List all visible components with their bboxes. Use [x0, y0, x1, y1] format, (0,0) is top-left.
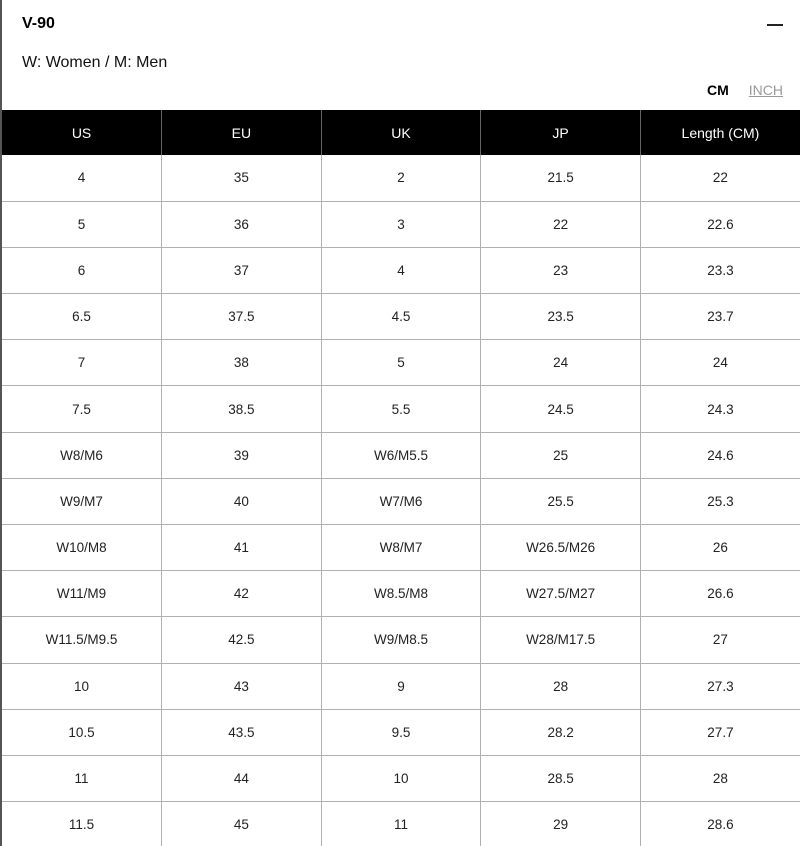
cell-us: W10/M8 — [2, 525, 162, 571]
cell-eu: 40 — [162, 478, 322, 524]
cell-us: 6 — [2, 247, 162, 293]
cell-jp: 22 — [481, 201, 641, 247]
cell-eu: 36 — [162, 201, 322, 247]
table-row — [2, 247, 800, 293]
cell-length: 27.3 — [640, 663, 800, 709]
cell-us: 11.5 — [2, 802, 162, 846]
unit-inch-button[interactable]: INCH — [748, 82, 783, 98]
cell-length: 25.3 — [640, 478, 800, 524]
table-row — [2, 663, 800, 709]
cell-uk: 11 — [321, 802, 481, 846]
size-legend: W: Women / M: Men — [22, 54, 168, 71]
table-body — [2, 155, 800, 846]
cell-jp: 21.5 — [481, 155, 641, 201]
cell-length: 23.7 — [640, 294, 800, 340]
cell-length: 24.3 — [640, 386, 800, 432]
cell-uk: 4 — [321, 247, 481, 293]
cell-uk: 9 — [321, 663, 481, 709]
cell-us: W11/M9 — [2, 571, 162, 617]
cell-eu: 41 — [162, 525, 322, 571]
column-header-length: Length (CM) — [681, 124, 760, 141]
cell-jp: W26.5/M26 — [481, 525, 641, 571]
cell-eu: 42.5 — [162, 617, 322, 663]
cell-jp: 28 — [481, 663, 641, 709]
cell-eu: 45 — [162, 802, 322, 846]
table-row — [2, 802, 800, 846]
table-row — [2, 478, 800, 524]
cell-eu: 38.5 — [162, 386, 322, 432]
table-row — [2, 432, 800, 478]
cell-eu: 44 — [162, 755, 322, 801]
table-row — [2, 709, 800, 755]
cell-eu: 37.5 — [162, 294, 322, 340]
table-row — [2, 617, 800, 663]
table-row — [2, 755, 800, 801]
cell-uk: W6/M5.5 — [321, 432, 481, 478]
cell-uk: 2 — [321, 155, 481, 201]
cell-us: 7 — [2, 340, 162, 386]
cell-jp: 28.2 — [481, 709, 641, 755]
cell-length: 22 — [640, 155, 800, 201]
cell-uk: W8.5/M8 — [321, 571, 481, 617]
cell-eu: 43.5 — [162, 709, 322, 755]
table-row — [2, 525, 800, 571]
cell-us: 10 — [2, 663, 162, 709]
cell-jp: 23.5 — [481, 294, 641, 340]
cell-jp: 24.5 — [481, 386, 641, 432]
cell-us: W9/M7 — [2, 478, 162, 524]
cell-us: 11 — [2, 755, 162, 801]
cell-uk: 5 — [321, 340, 481, 386]
cell-us: 5 — [2, 201, 162, 247]
cell-length: 28 — [640, 755, 800, 801]
size-chart — [2, 110, 800, 846]
cell-uk: W9/M8.5 — [321, 617, 481, 663]
cell-us: 7.5 — [2, 386, 162, 432]
minus-icon — [767, 24, 783, 26]
cell-uk: W7/M6 — [321, 478, 481, 524]
table-row — [2, 571, 800, 617]
cell-uk: 5.5 — [321, 386, 481, 432]
cell-length: 22.6 — [640, 201, 800, 247]
cell-length: 27.7 — [640, 709, 800, 755]
cell-eu: 35 — [162, 155, 322, 201]
cell-jp: 25.5 — [481, 478, 641, 524]
size-table — [2, 110, 800, 846]
cell-length: 24.6 — [640, 432, 800, 478]
cell-length: 28.6 — [640, 802, 800, 846]
cell-jp: 24 — [481, 340, 641, 386]
unit-toggle — [707, 82, 783, 98]
cell-us: 10.5 — [2, 709, 162, 755]
table-row — [2, 340, 800, 386]
cell-jp: 29 — [481, 802, 641, 846]
cell-length: 26.6 — [640, 571, 800, 617]
cell-uk: W8/M7 — [321, 525, 481, 571]
cell-jp: 28.5 — [481, 755, 641, 801]
cell-jp: 23 — [481, 247, 641, 293]
column-header-eu: EU — [162, 110, 322, 155]
cell-length: 24 — [640, 340, 800, 386]
cell-uk: 3 — [321, 201, 481, 247]
cell-us: 6.5 — [2, 294, 162, 340]
collapse-button[interactable] — [766, 14, 786, 34]
cell-length: 27 — [640, 617, 800, 663]
cell-length: 26 — [640, 525, 800, 571]
cell-length: 23.3 — [640, 247, 800, 293]
cell-us: 4 — [2, 155, 162, 201]
cell-eu: 42 — [162, 571, 322, 617]
cell-uk: 10 — [321, 755, 481, 801]
cell-us: W11.5/M9.5 — [2, 617, 162, 663]
cell-us: W8/M6 — [2, 432, 162, 478]
cell-jp: 25 — [481, 432, 641, 478]
column-header-us: US — [2, 110, 162, 155]
cell-eu: 37 — [162, 247, 322, 293]
cell-uk: 4.5 — [321, 294, 481, 340]
cell-eu: 39 — [162, 432, 322, 478]
table-row — [2, 201, 800, 247]
cell-eu: 38 — [162, 340, 322, 386]
table-row — [2, 155, 800, 201]
cell-jp: W27.5/M27 — [481, 571, 641, 617]
cell-eu: 43 — [162, 663, 322, 709]
cell-jp: W28/M17.5 — [481, 617, 641, 663]
unit-cm-button[interactable]: CM — [706, 82, 729, 98]
cell-uk: 9.5 — [321, 709, 481, 755]
product-title: V-90 — [22, 15, 55, 32]
table-row — [2, 386, 800, 432]
column-header-jp: JP — [481, 110, 641, 155]
column-header-uk: UK — [321, 110, 481, 155]
table-row — [2, 294, 800, 340]
table-header-row — [2, 110, 800, 155]
